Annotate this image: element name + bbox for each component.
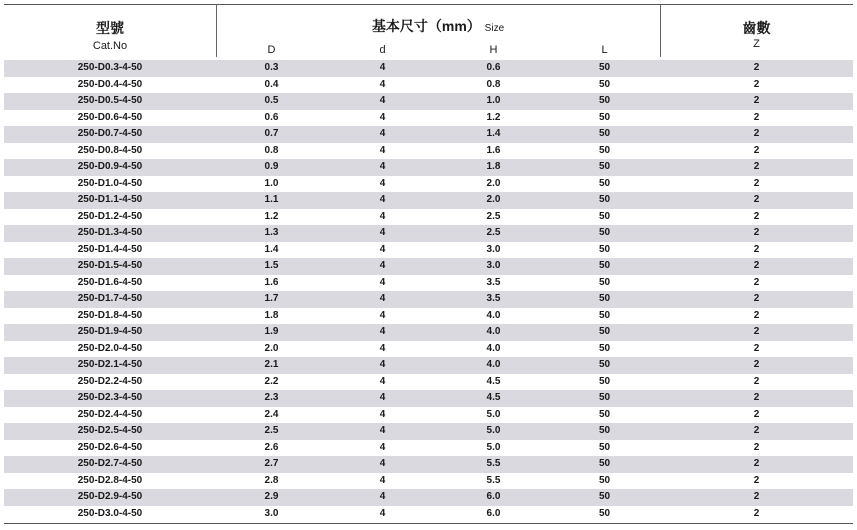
cell-d: 0.5 <box>216 93 327 110</box>
cell-h: 6.0 <box>438 489 549 506</box>
cell-d: 4 <box>379 177 386 189</box>
cell-h: 4.5 <box>486 375 501 387</box>
cell-h: 5.5 <box>438 456 549 473</box>
cell-z: 2 <box>753 276 760 288</box>
cell-d: 4 <box>379 78 386 90</box>
table-row <box>4 110 853 127</box>
cell-h: 0.6 <box>438 60 549 77</box>
cell-z: 2 <box>660 159 853 176</box>
cell-d: 2.4 <box>264 408 279 420</box>
cell-l: 50 <box>549 291 660 308</box>
cell-d: 4 <box>379 144 386 156</box>
cell-d: 4 <box>327 291 438 308</box>
cell-h: 6.0 <box>486 507 501 519</box>
cell-d: 2.7 <box>216 456 327 473</box>
cell-h: 5.0 <box>438 423 549 440</box>
cell-d: 1.7 <box>216 291 327 308</box>
cell-cat: 250-D2.8-4-50 <box>77 474 143 486</box>
table-row <box>4 192 853 209</box>
cell-z: 2 <box>753 78 760 90</box>
bottom-rule <box>4 523 853 524</box>
cell-l: 50 <box>549 192 660 209</box>
cell-d: 4 <box>327 357 438 374</box>
table-row <box>4 440 853 457</box>
cell-d: 4 <box>327 126 438 143</box>
cell-d: 4 <box>379 276 386 288</box>
cell-l: 50 <box>598 441 611 453</box>
cell-z: 2 <box>753 243 760 255</box>
cell-z: 2 <box>753 111 760 123</box>
cell-z: 2 <box>660 489 853 506</box>
table-row <box>4 374 853 391</box>
table-row <box>4 159 853 176</box>
cell-d: 4 <box>379 375 386 387</box>
cell-d: 4 <box>379 342 386 354</box>
cell-l: 50 <box>598 144 611 156</box>
cell-z: 2 <box>660 192 853 209</box>
cell-cat: 250-D2.1-4-50 <box>4 357 216 374</box>
cell-h: 3.0 <box>486 243 501 255</box>
cell-z: 2 <box>753 507 760 519</box>
cell-z: 2 <box>660 456 853 473</box>
cell-l: 50 <box>598 342 611 354</box>
cell-cat: 250-D0.3-4-50 <box>4 60 216 77</box>
table-row <box>4 357 853 374</box>
table-row <box>4 60 853 77</box>
cell-cat: 250-D2.5-4-50 <box>4 423 216 440</box>
cell-h: 4.0 <box>486 342 501 354</box>
cell-z: 2 <box>753 441 760 453</box>
cell-h: 4.5 <box>438 390 549 407</box>
cell-h: 2.5 <box>486 210 501 222</box>
table-row <box>4 390 853 407</box>
table-row <box>4 489 853 506</box>
cell-d: 2.5 <box>216 423 327 440</box>
cell-h: 1.4 <box>438 126 549 143</box>
cell-cat: 250-D2.7-4-50 <box>4 456 216 473</box>
cell-d: 2.6 <box>264 441 279 453</box>
cell-cat: 250-D0.4-4-50 <box>77 78 143 90</box>
col-header-H: H <box>489 44 498 56</box>
cell-cat: 250-D2.3-4-50 <box>4 390 216 407</box>
cell-d: 4 <box>327 60 438 77</box>
cell-z: 2 <box>753 309 760 321</box>
cell-h: 1.2 <box>486 111 501 123</box>
cell-cat: 250-D2.0-4-50 <box>77 342 143 354</box>
cell-d: 4 <box>327 324 438 341</box>
cell-d: 2.0 <box>264 342 279 354</box>
cell-cat: 250-D0.8-4-50 <box>77 144 143 156</box>
cell-z: 2 <box>753 375 760 387</box>
cell-d: 2.3 <box>216 390 327 407</box>
cell-h: 4.0 <box>438 324 549 341</box>
cell-cat: 250-D0.7-4-50 <box>4 126 216 143</box>
cell-h: 1.8 <box>438 159 549 176</box>
table-row <box>4 225 853 242</box>
cell-d: 4 <box>379 507 386 519</box>
cell-d: 1.6 <box>264 276 279 288</box>
table-row <box>4 308 853 325</box>
cell-h: 4.0 <box>438 357 549 374</box>
table-row <box>4 242 853 259</box>
cell-z: 2 <box>660 258 853 275</box>
cell-l: 50 <box>549 159 660 176</box>
cell-l: 50 <box>549 225 660 242</box>
cell-d: 4 <box>327 423 438 440</box>
cell-d: 2.9 <box>216 489 327 506</box>
cell-d: 4 <box>327 456 438 473</box>
cell-cat: 250-D2.4-4-50 <box>77 408 143 420</box>
cell-cat: 250-D0.6-4-50 <box>77 111 143 123</box>
table-row <box>4 77 853 94</box>
cell-h: 2.0 <box>486 177 501 189</box>
table-row <box>4 93 853 110</box>
cell-l: 50 <box>549 60 660 77</box>
cell-d: 0.8 <box>264 144 279 156</box>
model-label: 型號 <box>96 20 124 36</box>
spec-table-body <box>4 60 853 522</box>
table-row <box>4 456 853 473</box>
table-row <box>4 324 853 341</box>
cell-l: 50 <box>549 423 660 440</box>
cell-d: 4 <box>327 93 438 110</box>
cell-d: 4 <box>379 309 386 321</box>
cell-cat: 250-D1.5-4-50 <box>4 258 216 275</box>
cell-z: 2 <box>753 474 760 486</box>
cell-z: 2 <box>660 60 853 77</box>
cell-d: 0.3 <box>216 60 327 77</box>
cell-z: 2 <box>753 210 760 222</box>
cell-l: 50 <box>598 78 611 90</box>
cell-l: 50 <box>598 309 611 321</box>
teeth-label: 齒數 <box>742 20 771 36</box>
cell-h: 5.0 <box>486 408 501 420</box>
cell-cat: 250-D2.9-4-50 <box>4 489 216 506</box>
cell-d: 4 <box>327 225 438 242</box>
size-heading <box>216 16 660 36</box>
table-row <box>4 258 853 275</box>
cell-l: 50 <box>549 93 660 110</box>
cell-z: 2 <box>660 324 853 341</box>
cell-d: 4 <box>379 408 386 420</box>
cell-d: 2.1 <box>216 357 327 374</box>
cell-d: 1.8 <box>264 309 279 321</box>
cell-d: 2.2 <box>264 375 279 387</box>
cell-cat: 250-D0.5-4-50 <box>4 93 216 110</box>
cell-z: 2 <box>660 126 853 143</box>
table-row <box>4 143 853 160</box>
cell-cat: 250-D1.9-4-50 <box>4 324 216 341</box>
cell-d: 4 <box>327 489 438 506</box>
cell-cat: 250-D1.0-4-50 <box>77 177 143 189</box>
cell-cat: 250-D3.0-4-50 <box>77 507 143 519</box>
cell-h: 5.5 <box>486 474 501 486</box>
cell-d: 1.5 <box>216 258 327 275</box>
cell-cat: 250-D1.1-4-50 <box>4 192 216 209</box>
cell-cat: 250-D1.2-4-50 <box>77 210 143 222</box>
cell-h: 1.6 <box>486 144 501 156</box>
header-divider <box>216 4 217 57</box>
cell-cat: 250-D2.2-4-50 <box>77 375 143 387</box>
cell-d: 0.7 <box>216 126 327 143</box>
cell-d: 4 <box>379 243 386 255</box>
cell-d: 1.4 <box>264 243 279 255</box>
cell-l: 50 <box>549 324 660 341</box>
cell-d: 0.4 <box>264 78 279 90</box>
cell-h: 2.0 <box>438 192 549 209</box>
cell-d: 4 <box>379 474 386 486</box>
cell-z: 2 <box>660 390 853 407</box>
cell-l: 50 <box>598 243 611 255</box>
cell-z: 2 <box>660 357 853 374</box>
cell-cat: 250-D2.6-4-50 <box>77 441 143 453</box>
cell-d: 4 <box>379 111 386 123</box>
cell-cat: 250-D0.9-4-50 <box>4 159 216 176</box>
table-row <box>4 341 853 358</box>
cell-d: 0.6 <box>264 111 279 123</box>
cell-l: 50 <box>598 375 611 387</box>
cell-cat: 250-D1.8-4-50 <box>77 309 143 321</box>
col-header-L: L <box>601 44 608 56</box>
cell-d: 4 <box>327 390 438 407</box>
cell-l: 50 <box>598 474 611 486</box>
cell-d: 1.9 <box>216 324 327 341</box>
header-divider <box>660 4 661 57</box>
cell-l: 50 <box>549 390 660 407</box>
cell-l: 50 <box>549 456 660 473</box>
cell-cat: 250-D1.3-4-50 <box>4 225 216 242</box>
size-suffix: Size <box>484 23 505 34</box>
cell-l: 50 <box>549 258 660 275</box>
cell-cat: 250-D1.6-4-50 <box>77 276 143 288</box>
cell-h: 1.0 <box>438 93 549 110</box>
table-row <box>4 209 853 226</box>
cell-l: 50 <box>549 357 660 374</box>
cell-h: 3.5 <box>438 291 549 308</box>
cell-z: 2 <box>753 144 760 156</box>
cell-cat: 250-D1.7-4-50 <box>4 291 216 308</box>
cell-l: 50 <box>598 408 611 420</box>
cell-l: 50 <box>598 276 611 288</box>
cell-l: 50 <box>549 489 660 506</box>
table-row <box>4 176 853 193</box>
spec-table <box>4 60 853 522</box>
cell-l: 50 <box>598 177 611 189</box>
cell-d: 4 <box>327 159 438 176</box>
model-sub-label: Cat.No <box>92 40 128 52</box>
table-row <box>4 275 853 292</box>
cell-z: 2 <box>753 342 760 354</box>
cell-d: 1.3 <box>216 225 327 242</box>
cell-l: 50 <box>598 210 611 222</box>
cell-d: 0.9 <box>216 159 327 176</box>
cell-d: 3.0 <box>264 507 279 519</box>
cell-d: 4 <box>379 210 386 222</box>
table-header <box>4 4 853 57</box>
cell-h: 5.0 <box>486 441 501 453</box>
table-row <box>4 407 853 424</box>
cell-h: 2.5 <box>438 225 549 242</box>
table-row <box>4 473 853 490</box>
cell-cat: 250-D1.4-4-50 <box>77 243 143 255</box>
cell-z: 2 <box>660 225 853 242</box>
table-row <box>4 423 853 440</box>
cell-d: 1.1 <box>216 192 327 209</box>
cell-d: 4 <box>379 441 386 453</box>
table-row <box>4 291 853 308</box>
cell-l: 50 <box>598 111 611 123</box>
table-row <box>4 506 853 523</box>
cell-d: 4 <box>327 258 438 275</box>
cell-d: 4 <box>327 192 438 209</box>
cell-z: 2 <box>660 93 853 110</box>
cell-h: 3.5 <box>486 276 501 288</box>
size-label: 基本尺寸（mm） <box>371 18 481 34</box>
col-header-d: d <box>379 44 386 56</box>
cell-l: 50 <box>549 126 660 143</box>
cell-z: 2 <box>753 408 760 420</box>
cell-d: 1.0 <box>264 177 279 189</box>
table-row <box>4 126 853 143</box>
cell-h: 0.8 <box>486 78 501 90</box>
teeth-sub-label: Z <box>753 38 760 50</box>
cell-z: 2 <box>660 291 853 308</box>
cell-z: 2 <box>753 177 760 189</box>
cell-z: 2 <box>660 423 853 440</box>
cell-d: 1.2 <box>264 210 279 222</box>
cell-d: 2.8 <box>264 474 279 486</box>
cell-l: 50 <box>598 507 611 519</box>
cell-h: 3.0 <box>438 258 549 275</box>
cell-h: 4.0 <box>486 309 501 321</box>
col-header-D: D <box>267 44 276 56</box>
